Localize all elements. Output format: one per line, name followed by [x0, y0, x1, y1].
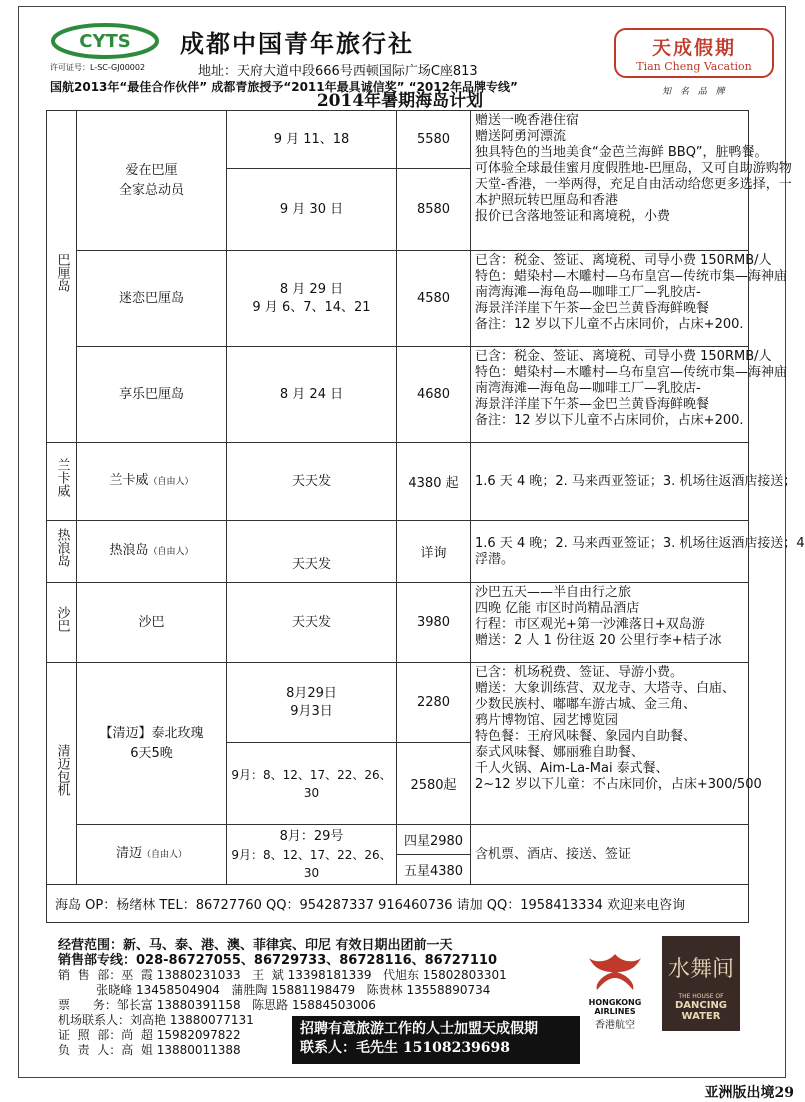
table-row	[47, 251, 749, 347]
business-scope: 经营范围：新、马、泰、港、澳、菲律宾、印尼 有效日期出团前一天	[58, 938, 453, 953]
date-cell: 天天发	[227, 583, 397, 663]
region-perhentian: 热浪岛	[47, 521, 77, 583]
product-perhentian: 热浪岛（自由人）	[77, 521, 227, 583]
ticketing: 票 务：邹长富 13880391158 陈思路 15884503006	[58, 998, 376, 1012]
product-bali-family: 爱在巴厘 全家总动员	[77, 111, 227, 251]
manager: 负 责 人：高 姐 13880011388	[58, 1043, 241, 1057]
notes-chiangmai-tour: 已含：机场税费、签证、导游小费。 赠送：大象训练营、双龙寺、大塔寺、白庙、 少数民族村、嘟嘟车游古城、金三角、 鸦片博物馆、园艺博览园 特色餐：王府风味餐、象园内自助餐、 泰式风味餐、娜丽雅自助餐、 千人火锅、Aim-La-Mai 泰式餐、 2~12 岁以下儿童：不占床同价，占床+300/500	[471, 663, 749, 825]
hongkong-airlines-logo: HONGKONG AIRLINES 香港航空	[575, 950, 655, 1030]
price-cell: 5580	[397, 111, 471, 169]
table-row	[47, 885, 749, 923]
island-plan-table	[46, 110, 805, 923]
table-row	[47, 583, 749, 663]
price-cell: 8580	[397, 169, 471, 251]
date-cell: 9月：8、12、17、22、26、30	[227, 743, 397, 825]
product-bali-love: 迷恋巴厘岛	[77, 251, 227, 347]
brand-name-cn: 天成假期	[651, 37, 736, 59]
table-row	[47, 111, 749, 169]
date-cell: 8月29日 9月3日	[227, 663, 397, 743]
price-cell: 2580起	[397, 743, 471, 825]
agency-address: 地址：天府大道中段666号西顿国际广场C座813	[198, 64, 478, 79]
price-cell: 详询	[397, 521, 471, 583]
product-bali-enjoy: 享乐巴厘岛	[77, 347, 227, 443]
page-footer: 亚洲版出境29	[704, 1085, 794, 1101]
op-contact: 海岛 OP：杨绪林 TEL：86727760 QQ：954287337 916460736 请加 QQ：1958413334 欢迎来电咨询	[47, 885, 749, 923]
date-cell: 9 月 11、18	[227, 111, 397, 169]
product-chiangmai-tour: 【清迈】泰北玫瑰 6天5晚	[77, 663, 227, 825]
date-cell: 9 月 30 日	[227, 169, 397, 251]
product-langkawi: 兰卡威（自由人）	[77, 443, 227, 521]
table-row	[47, 663, 749, 743]
notes-langkawi: 1.6 天 4 晚；2. 马来西亚签证；3. 机场往返酒店接送；	[471, 443, 749, 521]
date-cell: 8 月 29 日 9 月 6、7、14、21	[227, 251, 397, 347]
product-sabah: 沙巴	[77, 583, 227, 663]
date-cell: 天天发	[227, 443, 397, 521]
awards-line: 国航2013年“最佳合作伙伴” 成都青旅授予“2011年最具诚信奖” “2012年品牌专线”	[50, 80, 518, 94]
table-row	[47, 825, 749, 885]
table-row	[47, 521, 749, 583]
airport-contact: 机场联系人：刘高艳 13880077131	[58, 1013, 254, 1027]
date-cell: 8 月 24 日	[227, 347, 397, 443]
price-cell: 4580	[397, 251, 471, 347]
date-cell: 8月：29号 9月：8、12、17、22、26、30	[227, 825, 397, 885]
sales-dept-1: 销 售 部：巫 霞 13880231033 王 斌 13398181339 代旭东 15802803301	[58, 968, 507, 982]
notes-bali-love: 已含：税金、签证、离境税、司导小费 150RMB/人 特色：蜡染村—木雕村—乌布皇宫—传统市集—海神庙 南湾海滩—海龟岛—咖啡工厂—乳胶店- 海景洋洋崖下午茶—金巴兰黄昏海鲜晚餐 备注：12 岁以下儿童不占床同价，占床+200.	[471, 251, 749, 347]
notes-perhentian: 1.6 天 4 晚；2. 马来西亚签证；3. 机场往返酒店接送；4 浮潜。	[471, 521, 749, 583]
price-cell	[397, 825, 471, 885]
region-langkawi: 兰卡威	[47, 443, 77, 521]
price-cell: 4380 起	[397, 443, 471, 521]
sales-hotline: 销售部专线：028-86727055、86729733、86728116、86727110	[58, 953, 497, 968]
recruit-banner: 招聘有意旅游工作的人士加盟天成假期 联系人：毛先生 15108239698	[292, 1016, 580, 1064]
dancing-water-logo: 水舞间 THE HOUSE OF DANCING WATER	[662, 936, 740, 1031]
region-sabah: 沙巴	[47, 583, 77, 663]
region-bali: 巴厘岛	[47, 111, 77, 443]
table-row	[47, 443, 749, 521]
notes-bali-enjoy: 已含：税金、签证、离境税、司导小费 150RMB/人 特色：蜡染村—木雕村—乌布皇宫—传统市集—海神庙 南湾海滩—海龟岛—咖啡工厂—乳胶店- 海景洋洋崖下午茶—金巴兰黄昏海鲜晚餐 备注：12 岁以下儿童不占床同价，占床+200.	[471, 347, 749, 443]
visa-dept: 证 照 部：尚 超 15982097822	[58, 1028, 241, 1042]
agency-name: 成都中国青年旅行社	[180, 30, 414, 58]
sales-dept-2: 张晓峰 13458504904 蒲胜陶 15881198479 陈贵林 13558890734	[58, 983, 491, 997]
table-row	[47, 347, 749, 443]
cyts-logo	[50, 22, 160, 60]
license-number: 许可证号：L-SC-GJ00002	[50, 63, 146, 72]
hk-airlines-icon	[585, 950, 645, 994]
plan-title: 2014年暑期海岛计划	[316, 91, 484, 111]
svg-text:CYTS: CYTS	[79, 31, 131, 52]
price-cell: 2280	[397, 663, 471, 743]
price-cell: 3980	[397, 583, 471, 663]
brand-name-en: Tian Cheng Vacation	[636, 60, 752, 73]
price-four-star: 四星2980	[403, 834, 464, 850]
date-cell: 天天发	[227, 521, 397, 583]
notes-chiangmai-free: 含机票、酒店、接送、签证	[471, 825, 749, 885]
price-five-star: 五星4380	[397, 854, 470, 884]
product-chiangmai-free: 清迈（自由人）	[77, 825, 227, 885]
region-chiangmai: 清迈包机	[47, 663, 77, 885]
brand-tagline: 知 名 品 牌	[662, 87, 728, 97]
price-cell: 4680	[397, 347, 471, 443]
tiancheng-logo	[614, 28, 774, 78]
notes-bali-family: 赠送一晚香港住宿 赠送阿勇河漂流 独具特色的当地美食“金芭兰海鲜 BBQ”，脏鸭餐。 可体验全球最佳蜜月度假胜地-巴厘岛，又可自助游购物 天堂-香港，一举两得，充足自由活动给您更多选择，一 本护照玩转巴厘岛和香港 报价已含落地签证和离境税，小费	[471, 111, 749, 251]
notes-sabah: 沙巴五天——半自由行之旅 四晚 亿能 市区时尚精品酒店 行程：市区观光+第一沙滩落日+双岛游 赠送：2 人 1 份往返 20 公里行李+桔子冰	[471, 583, 749, 663]
